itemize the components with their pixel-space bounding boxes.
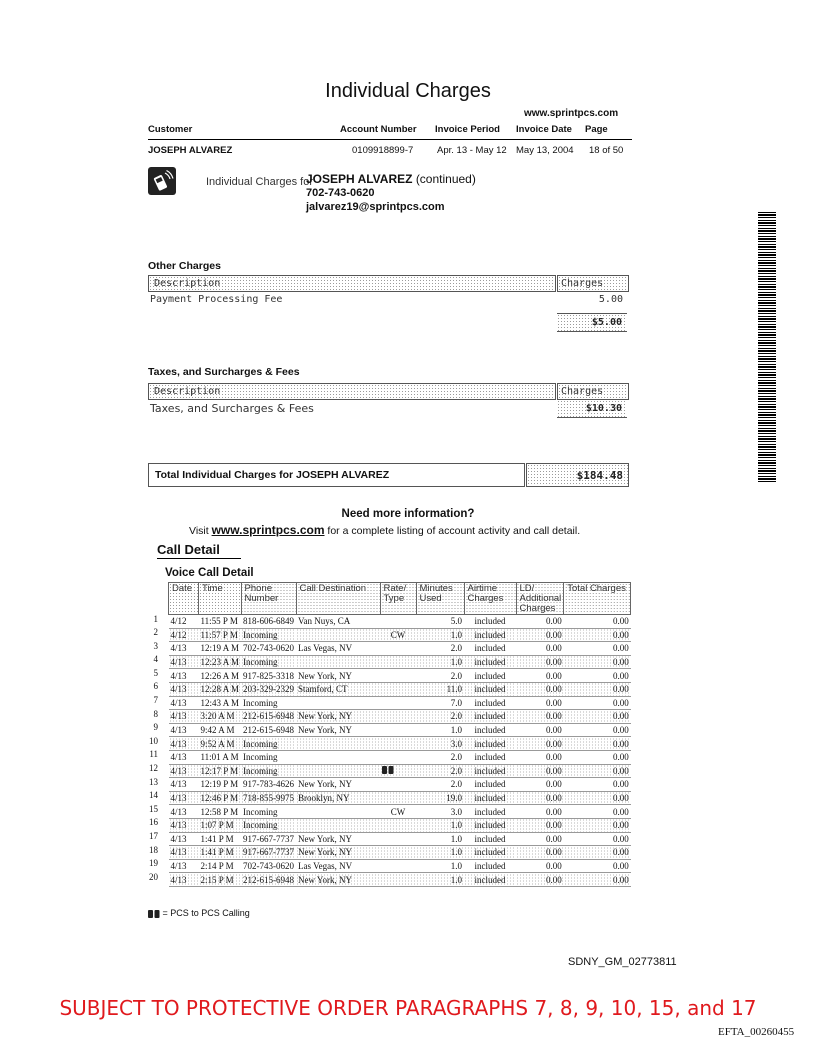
table-header-row [169,583,631,615]
cell-date: 4/13 [170,643,187,654]
taxes-charges-header [557,383,629,400]
cell-date: 4/13 [170,670,187,681]
cell-ld: 0.00 [516,682,564,696]
call-detail-title: Call Detail [157,542,220,557]
row-number: 9 [153,722,158,733]
row-number: 1 [153,613,158,624]
desc-header-label: Description [154,278,221,289]
cell-date: 4/13 [169,710,199,724]
other-charges-item-amount: 5.00 [598,294,623,305]
cell-date: 4/13 [170,860,187,871]
cell-air: included [464,873,516,887]
taxes-desc-header-label: Description [154,386,221,397]
cell-air: included [464,628,516,642]
total-amount-box [526,463,629,487]
protective-order-notice: SUBJECT TO PROTECTIVE ORDER PARAGRAPHS 7, 8, 9, 10, 15, and 17 [59,996,757,1020]
cell-dest: Las Vegas, NV [298,860,353,871]
cell-dest: New York, NY [298,670,353,681]
cell-total: 0.00 [564,818,631,832]
cell-time: 11:57 P M [199,628,242,642]
cell-total: 0.00 [612,833,629,844]
cell-time: 12:19 P M [200,779,239,790]
cell-air: included [464,710,516,724]
cell-dest: New York, NY [298,725,353,736]
info-rest: for a complete listing of account activity and call detail. [327,525,581,537]
row-number: 5 [153,667,158,678]
row-number: 13 [149,776,158,787]
cell-rate [380,832,416,846]
table-row [169,791,631,805]
cell-ld: 0.00 [516,764,564,778]
cell-rate [380,778,416,792]
cell-total: 0.00 [564,846,631,860]
cell-min: 11.0 [416,682,464,696]
cell-ld: 0.00 [545,752,562,763]
cell-date: 4/12 [169,628,199,642]
cell-date: 4/13 [170,725,187,736]
cell-min: 2.0 [450,643,463,654]
cell-time: 1:41 P M [200,833,234,844]
cell-min: 3.0 [416,737,464,751]
other-charges-charges-header [557,275,629,292]
visit-label: Visit [189,525,209,537]
other-charges-title: Other Charges [148,260,221,272]
bates-number: SDNY_GM_02773811 [568,956,677,968]
customer-header: Customer [148,124,193,135]
column-header: Date [169,583,199,615]
cell-phone: 212-615-6948 [243,711,295,722]
cell-rate [380,682,416,696]
cell-total: 0.00 [564,873,631,887]
cell-dest [296,764,380,778]
info-url-link[interactable]: www.sprintpcs.com [211,523,325,537]
table-row [169,846,631,860]
cell-min: 1.0 [416,846,464,860]
cell-phone: 818-606-6849 [243,616,295,627]
account-number-header: Account Number [340,124,417,135]
cell-min: 19.0 [416,791,464,805]
cell-air: included [474,616,506,627]
column-header: Total Charges [564,583,631,615]
cell-time: 12:17 P M [199,764,242,778]
header-divider [148,139,632,140]
cell-ld: 0.00 [516,628,564,642]
cell-ld: 0.00 [545,725,562,736]
cell-date: 4/13 [170,697,187,708]
table-row [169,642,631,656]
cell-min: 2.0 [416,710,464,724]
total-amount: $184.48 [576,469,623,482]
cell-ld: 0.00 [545,779,562,790]
column-header: Minutes Used [416,583,464,615]
cell-min: 2.0 [416,764,464,778]
taxes-desc-header [148,383,556,400]
website-label: www.sprintpcs.com [524,108,619,119]
barcode [758,212,776,484]
cell-time: 9:42 A M [200,725,235,736]
cell-air: included [464,682,516,696]
cell-dest: Stamford, CT [296,682,380,696]
cell-min: 1.0 [450,725,463,736]
page-header: Page [585,124,608,135]
cell-air: included [464,737,516,751]
cell-phone: 917-667-7737 [243,833,295,844]
cell-rate [380,750,416,764]
cell-total: 0.00 [612,616,629,627]
table-row [169,696,631,710]
cell-rate: CW [390,806,406,817]
cell-rate [380,873,416,887]
table-row [169,628,631,642]
cell-time: 12:28 A M [200,684,240,695]
voice-call-detail-title: Voice Call Detail [165,567,254,579]
cell-ld: 0.00 [516,655,564,669]
row-number: 4 [153,654,158,665]
cell-phone: 917-825-3318 [243,670,295,681]
charges-for-email: jalvarez19@sprintpcs.com [306,201,445,213]
cell-total: 0.00 [564,710,631,724]
cell-date: 4/13 [169,818,199,832]
taxes-title: Taxes, and Surcharges & Fees [148,366,300,378]
cell-phone: 917-783-4626 [243,779,295,790]
other-charges-item: Payment Processing Fee [150,294,283,305]
cell-ld: 0.00 [545,697,562,708]
cell-rate [380,615,416,629]
cell-dest: New York, NY [296,846,380,860]
table-row [169,615,631,629]
invoice-period-header: Invoice Period [435,124,500,135]
page-value: 18 of 50 [589,145,624,156]
row-number: 19 [149,858,158,869]
phone-icon [148,167,176,195]
charges-for-label: Individual Charges for [206,176,314,188]
cell-date: 4/13 [169,764,199,778]
row-number: 7 [153,695,158,706]
legend [148,908,250,918]
cell-phone: 702-743-0620 [243,643,295,654]
cell-time: 11:55 P M [200,616,238,627]
cell-rate [380,696,416,710]
cell-phone: 203-329-2329 [243,684,295,695]
cell-min: 3.0 [450,806,463,817]
continued-label: (continued) [415,172,476,186]
cell-total: 0.00 [564,682,631,696]
cell-phone: 702-743-0620 [243,860,295,871]
cell-dest [296,805,380,819]
table-row [169,750,631,764]
cell-total: 0.00 [612,752,629,763]
cell-phone: Incoming [241,737,296,751]
cell-total: 0.00 [612,806,629,817]
cell-dest: New York, NY [298,779,353,790]
charges-for-phone: 702-743-0620 [306,187,375,199]
cell-ld: 0.00 [545,643,562,654]
cell-min: 2.0 [450,670,463,681]
column-header: Rate/ Type [380,583,416,615]
cell-date: 4/13 [170,833,187,844]
cell-rate [380,818,416,832]
cell-dest [296,737,380,751]
taxes-amount-box [557,400,627,418]
cell-rate [380,669,416,683]
cell-phone: Incoming [243,752,278,763]
cell-date: 4/13 [169,682,199,696]
cell-air: included [464,818,516,832]
row-number: 14 [149,790,158,801]
cell-phone: 212-615-6948 [243,874,295,885]
cell-rate [380,846,416,860]
cell-dest: New York, NY [296,873,380,887]
cell-rate [380,710,416,724]
pcs-to-pcs-icon [148,910,160,918]
total-label: Total Individual Charges for JOSEPH ALVAREZ [155,469,390,481]
cell-dest [296,750,380,764]
cell-dest: New York, NY [296,710,380,724]
account-number-value: 0109918899-7 [352,145,414,156]
cell-total: 0.00 [612,779,629,790]
cell-rate [380,764,416,778]
charges-for-name-line [306,172,476,186]
column-header: Phone Number [241,583,296,615]
cell-total: 0.00 [612,697,629,708]
cell-date: 4/13 [170,779,187,790]
cell-time: 3:20 A M [199,710,242,724]
legend-text: = PCS to PCS Calling [162,908,250,918]
cell-dest [296,696,380,710]
cell-ld: 0.00 [516,846,564,860]
row-number: 8 [153,708,158,719]
cell-ld: 0.00 [545,616,562,627]
table-row [169,710,631,724]
cell-dest [296,818,380,832]
taxes-item: Taxes, and Surcharges & Fees [150,402,314,415]
info-heading: Need more information? [341,508,475,520]
cell-phone: Incoming [241,628,296,642]
cell-min: 1.0 [416,628,464,642]
cell-ld: 0.00 [545,806,562,817]
cell-time: 12:26 A M [200,670,240,681]
cell-min: 2.0 [450,752,463,763]
cell-air: included [464,655,516,669]
info-line [189,523,580,537]
cell-phone: 212-615-6948 [243,725,295,736]
cell-ld: 0.00 [516,873,564,887]
column-header: Call Destination [296,583,380,615]
table-row [169,873,631,887]
cell-date: 4/13 [169,873,199,887]
cell-air: included [474,697,506,708]
column-header: Airtime Charges [464,583,516,615]
efta-number: EFTA_00260455 [718,1026,795,1038]
cell-air: included [464,846,516,860]
cell-min: 1.0 [450,833,463,844]
invoice-date-header: Invoice Date [516,124,572,135]
cell-min: 1.0 [416,818,464,832]
cell-date: 4/13 [170,752,187,763]
cell-min: 2.0 [450,779,463,790]
table-row [169,778,631,792]
cell-air: included [474,670,506,681]
cell-total: 0.00 [564,655,631,669]
call-detail-underline [157,558,241,559]
row-number: 18 [149,844,158,855]
voice-call-table [168,582,631,887]
customer-value: JOSEPH ALVAREZ [148,145,233,156]
cell-rate: CW [380,628,416,642]
cell-dest [296,628,380,642]
cell-rate [380,859,416,873]
cell-time: 9:52 A M [199,737,242,751]
table-row [169,655,631,669]
cell-phone: Incoming [243,697,278,708]
table-row [169,805,631,819]
cell-time: 12:58 P M [200,806,239,817]
pcs-to-pcs-icon [382,766,394,774]
cell-min: 5.0 [450,616,463,627]
row-number: 16 [149,817,158,828]
cell-time: 12:23 A M [200,657,240,668]
invoice-date-value: May 13, 2004 [516,145,574,156]
cell-time: 2:14 P M [200,860,234,871]
cell-phone: Incoming [241,818,296,832]
cell-air: included [474,752,506,763]
row-number: 3 [153,640,158,651]
cell-ld: 0.00 [545,860,562,871]
table-row [169,669,631,683]
cell-dest: Van Nuys, CA [298,616,351,627]
cell-air: included [464,764,516,778]
row-number: 12 [149,763,158,774]
row-number: 10 [149,735,158,746]
other-charges-desc-header [148,275,556,292]
cell-air: included [474,806,506,817]
table-row [169,737,631,751]
cell-date: 4/12 [170,616,187,627]
page-title: Individual Charges [325,80,491,102]
cell-ld: 0.00 [545,670,562,681]
cell-rate [380,723,416,737]
cell-air: included [474,779,506,790]
cell-total: 0.00 [612,670,629,681]
cell-dest: New York, NY [298,833,353,844]
cell-min: 1.0 [450,860,463,871]
cell-air: included [474,833,506,844]
cell-date: 4/13 [169,655,199,669]
cell-time: 12:46 P M [199,791,242,805]
cell-air: included [464,791,516,805]
cell-min: 1.0 [416,873,464,887]
table-row [169,818,631,832]
charges-for-name: JOSEPH ALVAREZ [306,172,413,186]
cell-phone: 718-855-9975 [243,793,295,804]
cell-date: 4/13 [169,791,199,805]
cell-dest: Las Vegas, NV [298,643,353,654]
cell-phone: Incoming [243,806,278,817]
cell-time: 12:43 A M [200,697,240,708]
cell-air: included [474,725,506,736]
table-row [169,764,631,778]
row-number: 15 [149,803,158,814]
cell-ld: 0.00 [516,791,564,805]
table-row [169,832,631,846]
cell-phone: 917-667-7737 [243,847,295,858]
cell-air: included [474,860,506,871]
cell-air: included [474,643,506,654]
taxes-charges-header-label: Charges [561,386,604,397]
cell-ld: 0.00 [545,833,562,844]
charges-header-label: Charges [561,278,604,289]
cell-date: 4/13 [169,737,199,751]
cell-time: 1:07 P M [199,818,242,832]
cell-min: 1.0 [416,655,464,669]
cell-total: 0.00 [612,643,629,654]
other-charges-subtotal-box [557,313,627,332]
cell-ld: 0.00 [516,710,564,724]
cell-date: 4/13 [169,846,199,860]
total-label-box [148,463,525,487]
table-row [169,859,631,873]
invoice-period-value: Apr. 13 - May 12 [437,145,507,156]
row-number: 11 [149,749,158,760]
cell-total: 0.00 [612,725,629,736]
cell-time: 11:01 A M [200,752,239,763]
cell-total: 0.00 [564,764,631,778]
column-header: LD/ Additional Charges [516,583,564,615]
cell-ld: 0.00 [516,737,564,751]
row-number: 6 [153,681,158,692]
cell-time: 1:41 P M [199,846,242,860]
cell-phone: Incoming [241,764,296,778]
cell-date: 4/13 [170,806,187,817]
row-number: 17 [149,831,158,841]
cell-rate [380,655,416,669]
cell-min: 7.0 [450,697,463,708]
cell-rate [380,642,416,656]
cell-dest: Brooklyn, NY [296,791,380,805]
table-row [169,723,631,737]
taxes-item-amount: $10.30 [585,403,622,414]
other-charges-subtotal: $5.00 [591,317,622,328]
cell-phone: Incoming [241,655,296,669]
row-number: 20 [149,871,158,882]
cell-total: 0.00 [564,628,631,642]
cell-dest [296,655,380,669]
cell-ld: 0.00 [516,818,564,832]
table-row [169,682,631,696]
row-number: 2 [153,627,158,638]
cell-total: 0.00 [564,737,631,751]
cell-rate [380,791,416,805]
cell-rate [380,737,416,751]
column-header: Time [199,583,242,615]
cell-total: 0.00 [612,860,629,871]
cell-time: 2:15 P M [199,873,242,887]
cell-time: 12:19 A M [200,643,240,654]
cell-total: 0.00 [564,791,631,805]
